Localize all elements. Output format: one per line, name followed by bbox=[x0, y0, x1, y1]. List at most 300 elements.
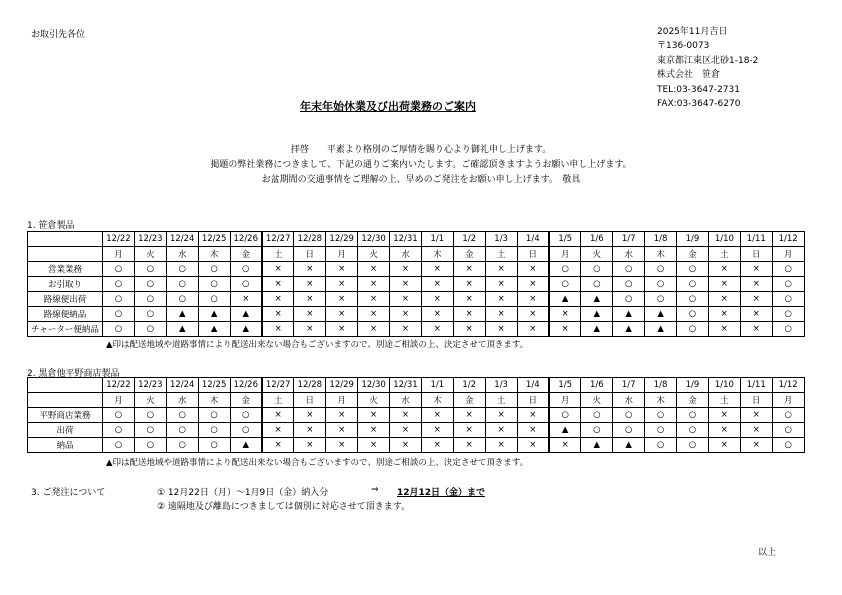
schedule-row bbox=[28, 307, 805, 322]
status-cell: ○ bbox=[772, 408, 804, 423]
status-cell: × bbox=[390, 438, 422, 453]
schedule-row bbox=[28, 262, 805, 277]
status-cell: × bbox=[517, 307, 549, 322]
status-cell: ○ bbox=[645, 277, 677, 292]
row-label: お引取り bbox=[28, 277, 103, 292]
status-cell: ○ bbox=[677, 262, 709, 277]
status-cell: × bbox=[453, 307, 485, 322]
row-label: 平野商店業務 bbox=[28, 408, 103, 423]
date-header-cell: 1/8 bbox=[645, 232, 677, 247]
status-cell: ○ bbox=[134, 438, 166, 453]
status-cell: × bbox=[358, 292, 390, 307]
status-cell: ○ bbox=[613, 292, 645, 307]
status-cell: × bbox=[326, 322, 358, 337]
status-cell: × bbox=[262, 322, 294, 337]
row-label: 納品 bbox=[28, 438, 103, 453]
weekday-header-cell: 木 bbox=[198, 393, 230, 408]
date-header-cell: 12/27 bbox=[262, 232, 294, 247]
status-cell: × bbox=[740, 277, 772, 292]
status-cell: × bbox=[421, 307, 453, 322]
status-cell: ○ bbox=[549, 277, 581, 292]
date-header-cell: 1/4 bbox=[517, 378, 549, 393]
date-header-cell: 1/7 bbox=[613, 232, 645, 247]
schedule-row bbox=[28, 277, 805, 292]
weekday-header-cell: 水 bbox=[390, 393, 422, 408]
sender-company: 株式会社 笹倉 bbox=[657, 70, 721, 81]
status-cell: ○ bbox=[772, 277, 804, 292]
status-cell: ▲ bbox=[198, 322, 230, 337]
status-cell: × bbox=[390, 322, 422, 337]
status-cell: ○ bbox=[198, 423, 230, 438]
status-cell: × bbox=[294, 307, 326, 322]
date-header-cell: 12/26 bbox=[230, 232, 262, 247]
status-cell: ○ bbox=[103, 262, 135, 277]
status-cell: ○ bbox=[645, 292, 677, 307]
status-cell: × bbox=[517, 262, 549, 277]
section1-title: 1. 笹倉製品 bbox=[27, 221, 75, 231]
status-cell: × bbox=[421, 322, 453, 337]
status-cell: ○ bbox=[166, 438, 198, 453]
status-cell: × bbox=[421, 277, 453, 292]
status-cell: × bbox=[708, 292, 740, 307]
weekday-header-cell: 月 bbox=[549, 393, 581, 408]
status-cell: × bbox=[326, 307, 358, 322]
order-section-label: 3. ご発注について bbox=[31, 488, 106, 498]
status-cell: ○ bbox=[103, 292, 135, 307]
weekday-header-cell: 水 bbox=[613, 247, 645, 262]
status-cell: × bbox=[294, 262, 326, 277]
weekday-header-cell: 日 bbox=[517, 393, 549, 408]
status-cell: × bbox=[485, 423, 517, 438]
status-cell: ○ bbox=[134, 262, 166, 277]
status-cell: × bbox=[358, 322, 390, 337]
status-cell: × bbox=[421, 408, 453, 423]
status-cell: ▲ bbox=[230, 307, 262, 322]
status-cell: ▲ bbox=[613, 438, 645, 453]
status-cell: ▲ bbox=[549, 423, 581, 438]
row-label: チャーター便納品 bbox=[28, 322, 103, 337]
status-cell: ○ bbox=[230, 277, 262, 292]
status-cell: × bbox=[453, 423, 485, 438]
status-cell: × bbox=[294, 292, 326, 307]
status-cell: ▲ bbox=[613, 322, 645, 337]
greeting-body bbox=[0, 143, 842, 188]
status-cell: ○ bbox=[772, 292, 804, 307]
status-cell: × bbox=[740, 438, 772, 453]
weekday-header-cell: 金 bbox=[453, 393, 485, 408]
status-cell: ○ bbox=[166, 277, 198, 292]
status-cell: × bbox=[358, 262, 390, 277]
status-cell: × bbox=[326, 277, 358, 292]
weekday-header-cell: 金 bbox=[677, 247, 709, 262]
date-header-cell: 1/11 bbox=[740, 232, 772, 247]
status-cell: × bbox=[390, 277, 422, 292]
order-item-1: ① 12月22日（月）～1月9日（金）納入分 bbox=[157, 488, 329, 498]
weekday-header-cell: 火 bbox=[358, 393, 390, 408]
addressee: お取引先各位 bbox=[31, 30, 86, 40]
date-header-cell: 12/31 bbox=[390, 232, 422, 247]
status-cell: ○ bbox=[581, 277, 613, 292]
status-cell: ▲ bbox=[549, 292, 581, 307]
date-header-cell: 1/11 bbox=[740, 378, 772, 393]
status-cell: ○ bbox=[677, 307, 709, 322]
date-header-cell: 12/25 bbox=[198, 378, 230, 393]
date-header-cell: 12/30 bbox=[358, 232, 390, 247]
status-cell: × bbox=[485, 307, 517, 322]
status-cell: ○ bbox=[103, 438, 135, 453]
weekday-header-cell: 水 bbox=[613, 393, 645, 408]
section1-schedule-table bbox=[27, 231, 805, 337]
status-cell: × bbox=[517, 292, 549, 307]
status-cell: × bbox=[453, 322, 485, 337]
closing-mark: 以上 bbox=[758, 548, 777, 558]
status-cell: ○ bbox=[103, 277, 135, 292]
weekday-header-cell: 月 bbox=[103, 393, 135, 408]
weekday-header-cell: 水 bbox=[166, 393, 198, 408]
status-cell: × bbox=[708, 307, 740, 322]
status-cell: ○ bbox=[772, 438, 804, 453]
postal-code: 〒136-0073 bbox=[657, 41, 710, 52]
date-header-cell: 1/12 bbox=[772, 378, 804, 393]
status-cell: × bbox=[262, 438, 294, 453]
status-cell: × bbox=[549, 438, 581, 453]
date-header-cell: 1/9 bbox=[677, 232, 709, 247]
date-header-cell: 12/30 bbox=[358, 378, 390, 393]
weekday-header-cell: 土 bbox=[708, 393, 740, 408]
status-cell: ○ bbox=[645, 438, 677, 453]
status-cell: × bbox=[517, 423, 549, 438]
status-cell: × bbox=[708, 277, 740, 292]
schedule-row bbox=[28, 438, 805, 453]
header-corner bbox=[28, 232, 103, 247]
status-cell: × bbox=[358, 307, 390, 322]
status-cell: × bbox=[358, 423, 390, 438]
weekday-header-cell: 火 bbox=[581, 393, 613, 408]
date-header-cell: 1/4 bbox=[517, 232, 549, 247]
status-cell: × bbox=[708, 408, 740, 423]
date-header-cell: 1/10 bbox=[708, 232, 740, 247]
status-cell: ○ bbox=[103, 307, 135, 322]
status-cell: ○ bbox=[581, 408, 613, 423]
weekday-header-cell: 金 bbox=[230, 247, 262, 262]
status-cell: × bbox=[326, 438, 358, 453]
status-cell: × bbox=[517, 277, 549, 292]
weekday-header-cell: 日 bbox=[517, 247, 549, 262]
weekday-header-cell: 火 bbox=[134, 247, 166, 262]
status-cell: × bbox=[294, 408, 326, 423]
weekday-header-cell: 木 bbox=[421, 393, 453, 408]
weekday-header-cell: 木 bbox=[421, 247, 453, 262]
status-cell: ○ bbox=[230, 262, 262, 277]
status-cell: ○ bbox=[230, 423, 262, 438]
status-cell: × bbox=[262, 277, 294, 292]
status-cell: × bbox=[326, 292, 358, 307]
status-cell: ▲ bbox=[645, 307, 677, 322]
status-cell: × bbox=[390, 423, 422, 438]
weekday-header-cell: 月 bbox=[103, 247, 135, 262]
date-header-cell: 12/23 bbox=[134, 232, 166, 247]
status-cell: × bbox=[740, 307, 772, 322]
status-cell: ○ bbox=[677, 408, 709, 423]
status-cell: ○ bbox=[772, 262, 804, 277]
status-cell: × bbox=[740, 408, 772, 423]
status-cell: × bbox=[262, 307, 294, 322]
date-header-cell: 1/10 bbox=[708, 378, 740, 393]
weekday-header-cell: 月 bbox=[326, 247, 358, 262]
status-cell: × bbox=[421, 292, 453, 307]
order-item-2: ② 遠隔地及び離島につきましては個別に対応させて頂きます。 bbox=[157, 502, 411, 512]
date-header-cell: 12/23 bbox=[134, 378, 166, 393]
date-header-cell: 12/24 bbox=[166, 232, 198, 247]
status-cell: ○ bbox=[581, 423, 613, 438]
date-header-cell: 12/28 bbox=[294, 378, 326, 393]
status-cell: × bbox=[708, 322, 740, 337]
status-cell: ○ bbox=[198, 292, 230, 307]
status-cell: × bbox=[517, 438, 549, 453]
status-cell: ○ bbox=[166, 423, 198, 438]
status-cell: × bbox=[517, 408, 549, 423]
status-cell: ▲ bbox=[613, 307, 645, 322]
status-cell: × bbox=[485, 438, 517, 453]
weekday-header-cell: 金 bbox=[677, 393, 709, 408]
status-cell: × bbox=[358, 408, 390, 423]
header-corner bbox=[28, 378, 103, 393]
schedule-row bbox=[28, 408, 805, 423]
status-cell: ▲ bbox=[645, 322, 677, 337]
sender-block bbox=[657, 25, 758, 111]
status-cell: ○ bbox=[549, 262, 581, 277]
date-header-cell: 1/6 bbox=[581, 232, 613, 247]
status-cell: ○ bbox=[677, 438, 709, 453]
status-cell: × bbox=[294, 438, 326, 453]
weekday-header-cell: 土 bbox=[708, 247, 740, 262]
row-label: 路線便納品 bbox=[28, 307, 103, 322]
weekday-header-cell: 日 bbox=[740, 247, 772, 262]
row-label: 路線便出荷 bbox=[28, 292, 103, 307]
date-header-cell: 1/5 bbox=[549, 232, 581, 247]
arrow-icon: ⇒ bbox=[371, 485, 379, 495]
status-cell: ○ bbox=[677, 322, 709, 337]
date-header-cell: 12/29 bbox=[326, 232, 358, 247]
weekday-header-row bbox=[28, 393, 805, 408]
date-header-cell: 1/1 bbox=[421, 232, 453, 247]
schedule-row bbox=[28, 423, 805, 438]
date-header-cell: 12/22 bbox=[103, 378, 135, 393]
status-cell: × bbox=[485, 277, 517, 292]
weekday-header-cell: 火 bbox=[581, 247, 613, 262]
status-cell: ○ bbox=[549, 408, 581, 423]
status-cell: ○ bbox=[613, 408, 645, 423]
status-cell: ▲ bbox=[581, 438, 613, 453]
status-cell: × bbox=[326, 262, 358, 277]
status-cell: × bbox=[453, 438, 485, 453]
status-cell: ○ bbox=[134, 322, 166, 337]
status-cell: × bbox=[453, 408, 485, 423]
weekday-header-cell: 木 bbox=[198, 247, 230, 262]
status-cell: × bbox=[421, 423, 453, 438]
weekday-header-cell: 土 bbox=[262, 393, 294, 408]
date-header-cell: 1/1 bbox=[421, 378, 453, 393]
header-corner bbox=[28, 247, 103, 262]
status-cell: ▲ bbox=[230, 438, 262, 453]
status-cell: × bbox=[708, 262, 740, 277]
weekday-header-cell: 金 bbox=[453, 247, 485, 262]
status-cell: × bbox=[485, 322, 517, 337]
body-line-2: 掲題の弊社業務につきまして、下記の通りご案内いたします。ご確認頂きますようお願い申し上げます。 bbox=[210, 160, 632, 170]
status-cell: × bbox=[549, 322, 581, 337]
sender-tel: TEL:03-3647-2731 bbox=[657, 84, 740, 95]
weekday-header-cell: 月 bbox=[772, 393, 804, 408]
date-header-cell: 12/22 bbox=[103, 232, 135, 247]
date-header-cell: 1/7 bbox=[613, 378, 645, 393]
status-cell: ○ bbox=[103, 322, 135, 337]
weekday-header-cell: 月 bbox=[772, 247, 804, 262]
status-cell: × bbox=[708, 438, 740, 453]
date-header-cell: 12/31 bbox=[390, 378, 422, 393]
status-cell: × bbox=[517, 322, 549, 337]
status-cell: ○ bbox=[198, 438, 230, 453]
status-cell: × bbox=[740, 423, 772, 438]
status-cell: × bbox=[421, 262, 453, 277]
date-header-cell: 1/5 bbox=[549, 378, 581, 393]
date-header-cell: 12/28 bbox=[294, 232, 326, 247]
status-cell: ○ bbox=[613, 277, 645, 292]
status-cell: × bbox=[262, 423, 294, 438]
status-cell: × bbox=[453, 292, 485, 307]
status-cell: ○ bbox=[677, 292, 709, 307]
status-cell: ○ bbox=[134, 277, 166, 292]
status-cell: ○ bbox=[103, 408, 135, 423]
status-cell: × bbox=[708, 423, 740, 438]
status-cell: ○ bbox=[166, 262, 198, 277]
section2-title: 2. 黒倉他平野商店製品 bbox=[27, 369, 120, 379]
status-cell: × bbox=[230, 292, 262, 307]
schedule-row bbox=[28, 322, 805, 337]
issue-date: 2025年11月吉日 bbox=[657, 27, 728, 37]
status-cell: ▲ bbox=[230, 322, 262, 337]
weekday-header-cell: 火 bbox=[358, 247, 390, 262]
weekday-header-cell: 火 bbox=[134, 393, 166, 408]
status-cell: ○ bbox=[230, 408, 262, 423]
status-cell: × bbox=[549, 307, 581, 322]
sender-fax: FAX:03-3647-6270 bbox=[657, 99, 741, 110]
date-header-cell: 12/29 bbox=[326, 378, 358, 393]
weekday-header-cell: 月 bbox=[326, 393, 358, 408]
status-cell: ▲ bbox=[166, 307, 198, 322]
status-cell: × bbox=[421, 438, 453, 453]
status-cell: ▲ bbox=[581, 292, 613, 307]
date-header-cell: 12/26 bbox=[230, 378, 262, 393]
status-cell: ○ bbox=[134, 307, 166, 322]
status-cell: × bbox=[262, 408, 294, 423]
status-cell: × bbox=[326, 408, 358, 423]
date-header-cell: 1/12 bbox=[772, 232, 804, 247]
date-header-cell: 1/3 bbox=[485, 378, 517, 393]
status-cell: ○ bbox=[645, 423, 677, 438]
status-cell: ○ bbox=[645, 262, 677, 277]
weekday-header-cell: 日 bbox=[294, 247, 326, 262]
weekday-header-cell: 水 bbox=[166, 247, 198, 262]
status-cell: × bbox=[485, 408, 517, 423]
status-cell: ▲ bbox=[166, 322, 198, 337]
row-label: 出荷 bbox=[28, 423, 103, 438]
date-header-cell: 12/27 bbox=[262, 378, 294, 393]
date-header-cell: 1/3 bbox=[485, 232, 517, 247]
status-cell: ○ bbox=[198, 277, 230, 292]
status-cell: ○ bbox=[677, 423, 709, 438]
status-cell: × bbox=[358, 438, 390, 453]
status-cell: ○ bbox=[581, 262, 613, 277]
status-cell: ○ bbox=[772, 322, 804, 337]
status-cell: ○ bbox=[103, 423, 135, 438]
status-cell: ○ bbox=[613, 262, 645, 277]
status-cell: × bbox=[390, 408, 422, 423]
weekday-header-cell: 木 bbox=[645, 393, 677, 408]
weekday-header-cell: 土 bbox=[262, 247, 294, 262]
status-cell: × bbox=[358, 277, 390, 292]
status-cell: ○ bbox=[645, 408, 677, 423]
status-cell: × bbox=[294, 322, 326, 337]
weekday-header-cell: 日 bbox=[294, 393, 326, 408]
status-cell: × bbox=[453, 277, 485, 292]
status-cell: × bbox=[390, 292, 422, 307]
weekday-header-cell: 月 bbox=[549, 247, 581, 262]
weekday-header-row bbox=[28, 247, 805, 262]
date-header-cell: 1/9 bbox=[677, 378, 709, 393]
status-cell: ▲ bbox=[581, 322, 613, 337]
body-line-3: お盆期間の交通事情をご理解の上、早めのご発注をお願い申し上げます。 敬具 bbox=[261, 175, 581, 185]
status-cell: ○ bbox=[772, 423, 804, 438]
status-cell: ○ bbox=[134, 292, 166, 307]
body-line-1: 拝啓 平素より格別のご厚情を賜り心より御礼申し上げます。 bbox=[290, 145, 552, 155]
status-cell: × bbox=[740, 292, 772, 307]
date-header-row bbox=[28, 232, 805, 247]
status-cell: × bbox=[262, 262, 294, 277]
status-cell: × bbox=[453, 262, 485, 277]
row-label: 営業業務 bbox=[28, 262, 103, 277]
status-cell: × bbox=[390, 262, 422, 277]
weekday-header-cell: 水 bbox=[390, 247, 422, 262]
status-cell: ▲ bbox=[581, 307, 613, 322]
status-cell: × bbox=[740, 322, 772, 337]
status-cell: × bbox=[485, 292, 517, 307]
document-title: 年末年始休業及び出荷業務のご案内 bbox=[300, 100, 476, 113]
date-header-cell: 1/8 bbox=[645, 378, 677, 393]
section1-note: ▲印は配送地域や道路事情により配送出来ない場合もございますので、別途ご相談の上、決定させて頂きます。 bbox=[106, 340, 529, 350]
date-header-cell: 1/6 bbox=[581, 378, 613, 393]
status-cell: ▲ bbox=[198, 307, 230, 322]
status-cell: × bbox=[740, 262, 772, 277]
date-header-cell: 12/25 bbox=[198, 232, 230, 247]
status-cell: ○ bbox=[198, 262, 230, 277]
status-cell: × bbox=[485, 262, 517, 277]
schedule-row bbox=[28, 292, 805, 307]
sender-address: 東京都江東区北砂1-18-2 bbox=[657, 55, 759, 66]
weekday-header-cell: 金 bbox=[230, 393, 262, 408]
status-cell: ○ bbox=[166, 408, 198, 423]
date-header-cell: 1/2 bbox=[453, 378, 485, 393]
status-cell: ○ bbox=[166, 292, 198, 307]
status-cell: ○ bbox=[134, 408, 166, 423]
header-corner bbox=[28, 393, 103, 408]
section2-note: ▲印は配送地域や道路事情により配送出来ない場合もございますので、別途ご相談の上、決定させて頂きます。 bbox=[106, 458, 529, 468]
status-cell: × bbox=[390, 307, 422, 322]
status-cell: × bbox=[294, 277, 326, 292]
weekday-header-cell: 土 bbox=[485, 393, 517, 408]
status-cell: ○ bbox=[772, 307, 804, 322]
weekday-header-cell: 日 bbox=[740, 393, 772, 408]
date-header-cell: 12/24 bbox=[166, 378, 198, 393]
